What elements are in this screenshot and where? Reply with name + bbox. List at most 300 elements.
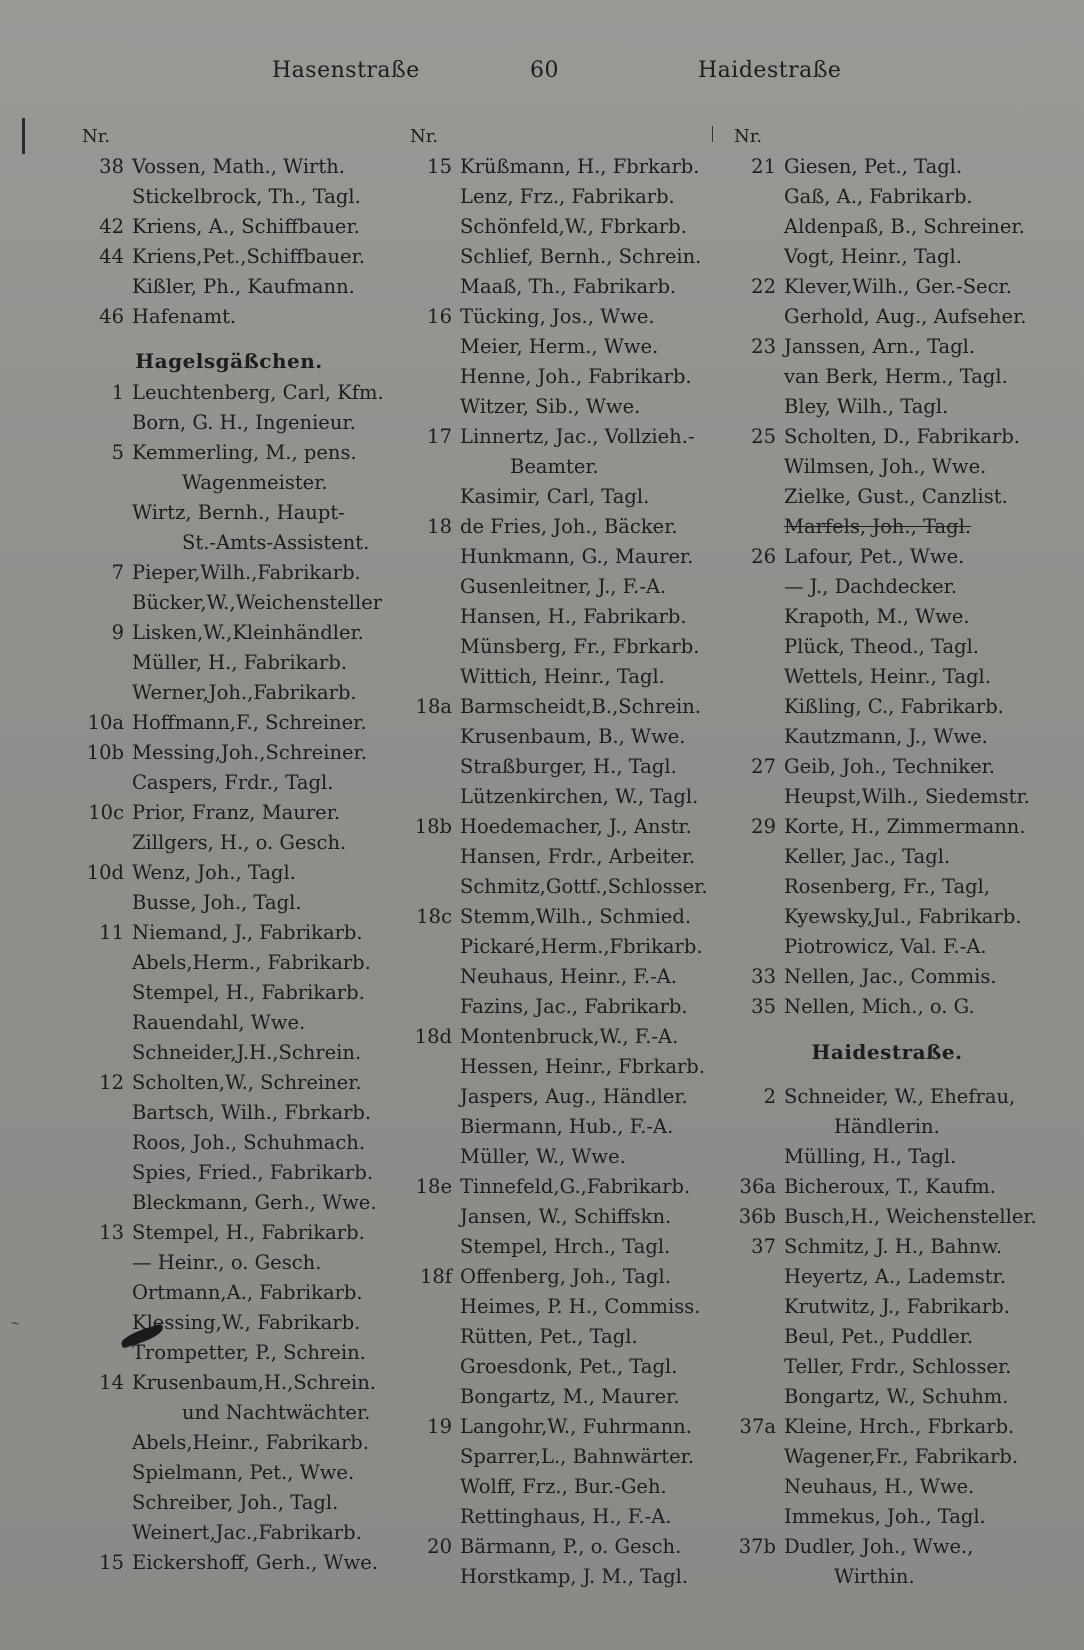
resident-name: Krusenbaum,H.,Schrein. — [132, 1371, 377, 1394]
resident-name: Lisken,W.,Kleinhändler. — [132, 621, 364, 644]
list-item — [398, 752, 710, 782]
list-item — [722, 1172, 1052, 1202]
list-item — [722, 152, 1052, 182]
list-item — [398, 512, 710, 542]
resident-name: Scholten,W., Schreiner. — [132, 1071, 362, 1094]
house-number: 22 — [751, 275, 776, 298]
resident-name: Klever,Wilh., Ger.-Secr. — [784, 275, 1012, 298]
resident-name: Tinnefeld,G.,Fabrikarb. — [460, 1175, 691, 1198]
resident-name: Beamter. — [510, 455, 599, 478]
list-item — [70, 468, 388, 498]
list-item — [70, 1428, 388, 1458]
resident-name: Wettels, Heinr., Tagl. — [784, 665, 991, 688]
list-item — [70, 708, 388, 738]
house-number: 1 — [111, 381, 124, 404]
list-item — [398, 542, 710, 572]
list-item — [398, 1442, 710, 1472]
house-number: 18e — [415, 1175, 452, 1198]
resident-name: Hessen, Heinr., Fbrkarb. — [460, 1055, 705, 1078]
resident-name: Messing,Joh.,Schreiner. — [132, 741, 367, 764]
house-number: 11 — [99, 921, 124, 944]
resident-name: Händlerin. — [834, 1115, 940, 1138]
list-item — [398, 1112, 710, 1142]
resident-name: Jaspers, Aug., Händler. — [460, 1085, 688, 1108]
resident-name: Vossen, Math., Wirth. — [132, 155, 345, 178]
list-item — [398, 1292, 710, 1322]
resident-name: Stempel, H., Fabrikarb. — [132, 981, 365, 1004]
list-item — [722, 752, 1052, 782]
list-item — [70, 408, 388, 438]
house-number: 37 — [751, 1235, 776, 1258]
house-number: 7 — [111, 561, 124, 584]
resident-name: Bartsch, Wilh., Fbrkarb. — [132, 1101, 372, 1124]
resident-name: van Berk, Herm., Tagl. — [784, 365, 1008, 388]
resident-name: Aldenpaß, B., Schreiner. — [784, 215, 1025, 238]
list-item — [70, 1368, 388, 1398]
resident-name: Heupst,Wilh., Siedemstr. — [784, 785, 1030, 808]
list-item — [722, 1262, 1052, 1292]
resident-name: Gaß, A., Fabrikarb. — [784, 185, 973, 208]
list-item — [722, 272, 1052, 302]
resident-name: Prior, Franz, Maurer. — [132, 801, 341, 824]
list-item — [722, 1502, 1052, 1532]
list-item — [722, 902, 1052, 932]
list-item — [722, 182, 1052, 212]
resident-name: Bücker,W.,Weichensteller — [132, 591, 383, 614]
list-item — [70, 828, 388, 858]
resident-name: Spies, Fried., Fabrikarb. — [132, 1161, 374, 1184]
resident-name: Nellen, Jac., Commis. — [784, 965, 997, 988]
list-item — [398, 1052, 710, 1082]
list-item — [398, 932, 710, 962]
margin-scribble: ~ — [9, 1315, 21, 1331]
house-number: 14 — [99, 1371, 124, 1394]
page-number: 60 — [530, 58, 559, 83]
resident-name: Wilmsen, Joh., Wwe. — [784, 455, 987, 478]
list-item — [70, 272, 388, 302]
resident-name: Abels,Heinr., Fabrikarb. — [132, 1431, 369, 1454]
list-item — [70, 242, 388, 272]
resident-name: Stemm,Wilh., Schmied. — [460, 905, 692, 928]
house-number: 18d — [414, 1025, 452, 1048]
list-item — [398, 392, 710, 422]
resident-name: Pieper,Wilh.,Fabrikarb. — [132, 561, 361, 584]
list-item — [398, 962, 710, 992]
list-item — [722, 602, 1052, 632]
street-heading: Haidestraße. — [811, 1040, 963, 1064]
resident-name: Immekus, Joh., Tagl. — [784, 1505, 986, 1528]
column-rule — [712, 126, 713, 142]
resident-name: Hoedemacher, J., Anstr. — [460, 815, 692, 838]
list-item — [722, 1442, 1052, 1472]
resident-name: Wittich, Heinr., Tagl. — [460, 665, 665, 688]
list-item — [398, 722, 710, 752]
list-item — [398, 1532, 710, 1562]
house-number: 37b — [738, 1535, 776, 1558]
street-heading: Hagelsgäßchen. — [135, 349, 323, 373]
resident-name: Lenz, Frz., Fabrikarb. — [460, 185, 675, 208]
list-item — [722, 1322, 1052, 1352]
house-number: 20 — [427, 1535, 452, 1558]
resident-name: Kißler, Ph., Kaufmann. — [132, 275, 355, 298]
list-item — [70, 948, 388, 978]
nr-label: Nr. — [82, 126, 111, 147]
list-item — [398, 242, 710, 272]
house-number: 18a — [415, 695, 452, 718]
list-item — [722, 1112, 1052, 1142]
resident-name: Barmscheidt,B.,Schrein. — [460, 695, 701, 718]
resident-name: Stickelbrock, Th., Tagl. — [132, 185, 361, 208]
house-number: 10d — [86, 861, 124, 884]
list-item — [70, 182, 388, 212]
list-item — [398, 902, 710, 932]
resident-name: Horstkamp, J. M., Tagl. — [460, 1565, 689, 1588]
list-item — [398, 812, 710, 842]
list-item — [722, 212, 1052, 242]
list-item — [70, 1218, 388, 1248]
resident-name: — Heinr., o. Gesch. — [132, 1251, 322, 1274]
list-item — [70, 798, 388, 828]
house-number: 23 — [751, 335, 776, 358]
resident-name: Kemmerling, M., pens. — [132, 441, 357, 464]
house-number: 18b — [414, 815, 452, 838]
resident-name: Rauendahl, Wwe. — [132, 1011, 306, 1034]
house-number: 46 — [99, 305, 124, 328]
list-item — [398, 1172, 710, 1202]
house-number: 10b — [86, 741, 124, 764]
list-item — [398, 1472, 710, 1502]
resident-name: Werner,Joh.,Fabrikarb. — [132, 681, 357, 704]
list-item — [722, 992, 1052, 1022]
list-item — [70, 648, 388, 678]
resident-name: de Fries, Joh., Bäcker. — [460, 515, 678, 538]
resident-name: Bicheroux, T., Kaufm. — [784, 1175, 996, 1198]
list-item — [398, 482, 710, 512]
resident-name: Gerhold, Aug., Aufseher. — [784, 305, 1027, 328]
list-item — [398, 422, 710, 452]
resident-name: Keller, Jac., Tagl. — [784, 845, 951, 868]
list-item — [70, 618, 388, 648]
list-item — [722, 302, 1052, 332]
resident-name: Biermann, Hub., F.-A. — [460, 1115, 674, 1138]
resident-name: Henne, Joh., Fabrikarb. — [460, 365, 692, 388]
list-item — [398, 212, 710, 242]
list-item — [398, 632, 710, 662]
house-number: 33 — [751, 965, 776, 988]
resident-name: Nellen, Mich., o. G. — [784, 995, 975, 1018]
list-item — [70, 978, 388, 1008]
house-number: 37a — [739, 1415, 776, 1438]
resident-name: Hafenamt. — [132, 305, 237, 328]
list-item — [70, 1008, 388, 1038]
house-number: 38 — [99, 155, 124, 178]
resident-name: Münsberg, Fr., Fbrkarb. — [460, 635, 700, 658]
resident-name: Zillgers, H., o. Gesch. — [132, 831, 347, 854]
list-item — [398, 782, 710, 812]
list-item — [70, 1338, 388, 1368]
list-item — [722, 1532, 1052, 1562]
house-number: 16 — [427, 305, 452, 328]
resident-name: Weinert,Jac.,Fabrikarb. — [132, 1521, 362, 1544]
resident-name: Heimes, P. H., Commiss. — [460, 1295, 701, 1318]
list-item — [70, 888, 388, 918]
list-item — [722, 1232, 1052, 1262]
list-item — [70, 1068, 388, 1098]
resident-name: Krusenbaum, B., Wwe. — [460, 725, 686, 748]
house-number: 17 — [427, 425, 452, 448]
list-item — [70, 498, 388, 528]
list-item — [70, 1398, 388, 1428]
resident-name: Hansen, H., Fabrikarb. — [460, 605, 687, 628]
resident-name: Kasimir, Carl, Tagl. — [460, 485, 650, 508]
resident-name: Wagenmeister. — [182, 471, 328, 494]
house-number: 44 — [99, 245, 124, 268]
resident-name: Kißling, C., Fabrikarb. — [784, 695, 1004, 718]
resident-name: Wagener,Fr., Fabrikarb. — [784, 1445, 1019, 1468]
list-item — [70, 152, 388, 182]
list-item — [70, 1488, 388, 1518]
resident-name: Schmitz,Gottf.,Schlosser. — [460, 875, 708, 898]
resident-name: Caspers, Frdr., Tagl. — [132, 771, 334, 794]
list-item — [398, 1412, 710, 1442]
resident-name: Schlief, Bernh., Schrein. — [460, 245, 702, 268]
resident-name: Groesdonk, Pet., Tagl. — [460, 1355, 678, 1378]
list-item — [398, 1352, 710, 1382]
list-item — [398, 1022, 710, 1052]
resident-name: — J., Dachdecker. — [784, 575, 958, 598]
list-item — [722, 452, 1052, 482]
list-item — [70, 528, 388, 558]
column-2 — [398, 122, 710, 1592]
list-item — [722, 1142, 1052, 1172]
list-item — [70, 918, 388, 948]
house-number: 27 — [751, 755, 776, 778]
resident-name: Linnertz, Jac., Vollzieh.- — [460, 425, 695, 448]
resident-name: Scholten, D., Fabrikarb. — [784, 425, 1020, 448]
resident-name: Müller, W., Wwe. — [460, 1145, 626, 1168]
resident-name: Schneider,J.H.,Schrein. — [132, 1041, 362, 1064]
resident-name: Bongartz, M., Maurer. — [460, 1385, 680, 1408]
list-item — [70, 1188, 388, 1218]
resident-name: Piotrowicz, Val. F.-A. — [784, 935, 987, 958]
list-item — [70, 558, 388, 588]
resident-name: Schmitz, J. H., Bahnw. — [784, 1235, 1003, 1258]
resident-name: Gusenleitner, J., F.-A. — [460, 575, 667, 598]
list-item — [722, 392, 1052, 422]
list-item — [722, 1352, 1052, 1382]
resident-name: Marfels, Joh., Tagl. — [784, 515, 972, 538]
list-item — [70, 738, 388, 768]
list-item — [70, 212, 388, 242]
resident-name: Teller, Frdr., Schlosser. — [784, 1355, 1012, 1378]
house-number: 26 — [751, 545, 776, 568]
list-item — [722, 362, 1052, 392]
list-item — [398, 1082, 710, 1112]
list-item — [398, 1562, 710, 1592]
list-item — [398, 1322, 710, 1352]
list-item — [398, 992, 710, 1022]
resident-name: Korte, H., Zimmermann. — [784, 815, 1026, 838]
list-item — [722, 332, 1052, 362]
margin-mark — [22, 118, 25, 154]
list-item — [398, 1142, 710, 1172]
resident-name: Rosenberg, Fr., Tagl, — [784, 875, 991, 898]
house-number: 42 — [99, 215, 124, 238]
list-item — [70, 1248, 388, 1278]
resident-name: Giesen, Pet., Tagl. — [784, 155, 963, 178]
resident-name: Bleckmann, Gerh., Wwe. — [132, 1191, 377, 1214]
resident-name: Hansen, Frdr., Arbeiter. — [460, 845, 696, 868]
list-item — [398, 1262, 710, 1292]
list-item — [722, 1082, 1052, 1112]
resident-name: Beul, Pet., Puddler. — [784, 1325, 974, 1348]
resident-name: Meier, Herm., Wwe. — [460, 335, 659, 358]
house-number: 15 — [427, 155, 452, 178]
list-item — [70, 1308, 388, 1338]
list-item — [722, 812, 1052, 842]
list-item — [70, 1158, 388, 1188]
resident-name: Witzer, Sib., Wwe. — [460, 395, 641, 418]
list-item — [722, 932, 1052, 962]
list-item — [398, 602, 710, 632]
list-item — [722, 1472, 1052, 1502]
list-item — [722, 842, 1052, 872]
house-number: 18f — [419, 1265, 452, 1288]
resident-name: Geib, Joh., Techniker. — [784, 755, 995, 778]
house-number: 36b — [738, 1205, 776, 1228]
resident-name: Hunkmann, G., Maurer. — [460, 545, 694, 568]
list-item — [722, 1202, 1052, 1232]
list-item — [722, 482, 1052, 512]
list-item — [722, 722, 1052, 752]
resident-name: Vogt, Heinr., Tagl. — [784, 245, 962, 268]
resident-name: Tücking, Jos., Wwe. — [460, 305, 655, 328]
resident-name: Heyertz, A., Lademstr. — [784, 1265, 1006, 1288]
resident-name: Wirtz, Bernh., Haupt- — [132, 501, 345, 524]
resident-name: Rütten, Pet., Tagl. — [460, 1325, 638, 1348]
list-item — [70, 1518, 388, 1548]
list-item — [722, 1412, 1052, 1442]
resident-name: Schneider, W., Ehefrau, — [784, 1085, 1016, 1108]
resident-name: Schreiber, Joh., Tagl. — [132, 1491, 339, 1514]
list-item — [70, 588, 388, 618]
house-number: 10a — [87, 711, 124, 734]
resident-name: St.-Amts-Assistent. — [182, 531, 370, 554]
column-3 — [722, 122, 1052, 1592]
list-item — [398, 362, 710, 392]
resident-name: Langohr,W., Fuhrmann. — [460, 1415, 692, 1438]
list-item — [722, 242, 1052, 272]
house-number: 10c — [88, 801, 124, 824]
house-number: 12 — [99, 1071, 124, 1094]
resident-name: Kriens,Pet.,Schiffbauer. — [132, 245, 365, 268]
resident-name: Krüßmann, H., Fbrkarb. — [460, 155, 700, 178]
list-item — [722, 662, 1052, 692]
resident-name: Lafour, Pet., Wwe. — [784, 545, 965, 568]
house-number: 15 — [99, 1551, 124, 1574]
resident-name: Stempel, Hrch., Tagl. — [460, 1235, 671, 1258]
resident-name: Kleine, Hrch., Fbrkarb. — [784, 1415, 1015, 1438]
list-item — [722, 512, 1052, 542]
nr-label: Nr. — [410, 126, 439, 147]
list-item — [398, 332, 710, 362]
list-item — [70, 1278, 388, 1308]
list-item — [398, 662, 710, 692]
resident-name: Born, G. H., Ingenieur. — [132, 411, 356, 434]
house-number: 36a — [739, 1175, 776, 1198]
resident-name: Krutwitz, J., Fabrikarb. — [784, 1295, 1010, 1318]
resident-name: Lützenkirchen, W., Tagl. — [460, 785, 699, 808]
house-number: 13 — [99, 1221, 124, 1244]
list-item — [398, 272, 710, 302]
resident-name: Straßburger, H., Tagl. — [460, 755, 677, 778]
list-item — [398, 572, 710, 602]
resident-name: Offenberg, Joh., Tagl. — [460, 1265, 671, 1288]
list-item — [398, 302, 710, 332]
resident-name: Zielke, Gust., Canzlist. — [784, 485, 1008, 508]
list-item — [722, 572, 1052, 602]
list-item — [722, 1382, 1052, 1412]
list-item — [70, 1548, 388, 1578]
house-number: 18c — [416, 905, 452, 928]
list-item — [722, 692, 1052, 722]
resident-name: Fazins, Jac., Fabrikarb. — [460, 995, 688, 1018]
resident-name: Klessing,W., Fabrikarb. — [132, 1311, 361, 1334]
house-number: 5 — [111, 441, 124, 464]
resident-name: Stempel, H., Fabrikarb. — [132, 1221, 365, 1244]
list-item — [722, 782, 1052, 812]
list-item — [70, 1038, 388, 1068]
list-item — [722, 1562, 1052, 1592]
resident-name: Eickershoff, Gerh., Wwe. — [132, 1551, 378, 1574]
house-number: 9 — [111, 621, 124, 644]
resident-name: Müller, H., Fabrikarb. — [132, 651, 348, 674]
list-item — [722, 962, 1052, 992]
list-item — [398, 692, 710, 722]
house-number: 21 — [751, 155, 776, 178]
list-item — [70, 378, 388, 408]
list-item — [722, 542, 1052, 572]
house-number: 29 — [751, 815, 776, 838]
resident-name: Mülling, H., Tagl. — [784, 1145, 957, 1168]
resident-name: Sparrer,L., Bahnwärter. — [460, 1445, 695, 1468]
house-number: 18 — [427, 515, 452, 538]
running-head-left: Hasenstraße — [272, 58, 420, 83]
list-item — [70, 1458, 388, 1488]
resident-name: Niemand, J., Fabrikarb. — [132, 921, 363, 944]
resident-name: Hoffmann,F., Schreiner. — [132, 711, 367, 734]
resident-name: Bongartz, W., Schuhm. — [784, 1385, 1009, 1408]
resident-name: Dudler, Joh., Wwe., — [784, 1535, 974, 1558]
resident-name: Rettinghaus, H., F.-A. — [460, 1505, 672, 1528]
house-number: 35 — [751, 995, 776, 1018]
resident-name: Kautzmann, J., Wwe. — [784, 725, 988, 748]
resident-name: Jansen, W., Schiffskn. — [460, 1205, 672, 1228]
house-number: 2 — [763, 1085, 776, 1108]
resident-name: Trompetter, P., Schrein. — [132, 1341, 366, 1364]
resident-name: Ortmann,A., Fabrikarb. — [132, 1281, 363, 1304]
list-item — [70, 1098, 388, 1128]
list-item — [722, 1292, 1052, 1322]
house-number: 19 — [427, 1415, 452, 1438]
house-number: 25 — [751, 425, 776, 448]
list-item — [398, 1202, 710, 1232]
list-item — [70, 302, 388, 332]
resident-name: Abels,Herm., Fabrikarb. — [132, 951, 371, 974]
column-1 — [70, 122, 388, 1578]
list-item — [398, 872, 710, 902]
resident-name: Bärmann, P., o. Gesch. — [460, 1535, 682, 1558]
